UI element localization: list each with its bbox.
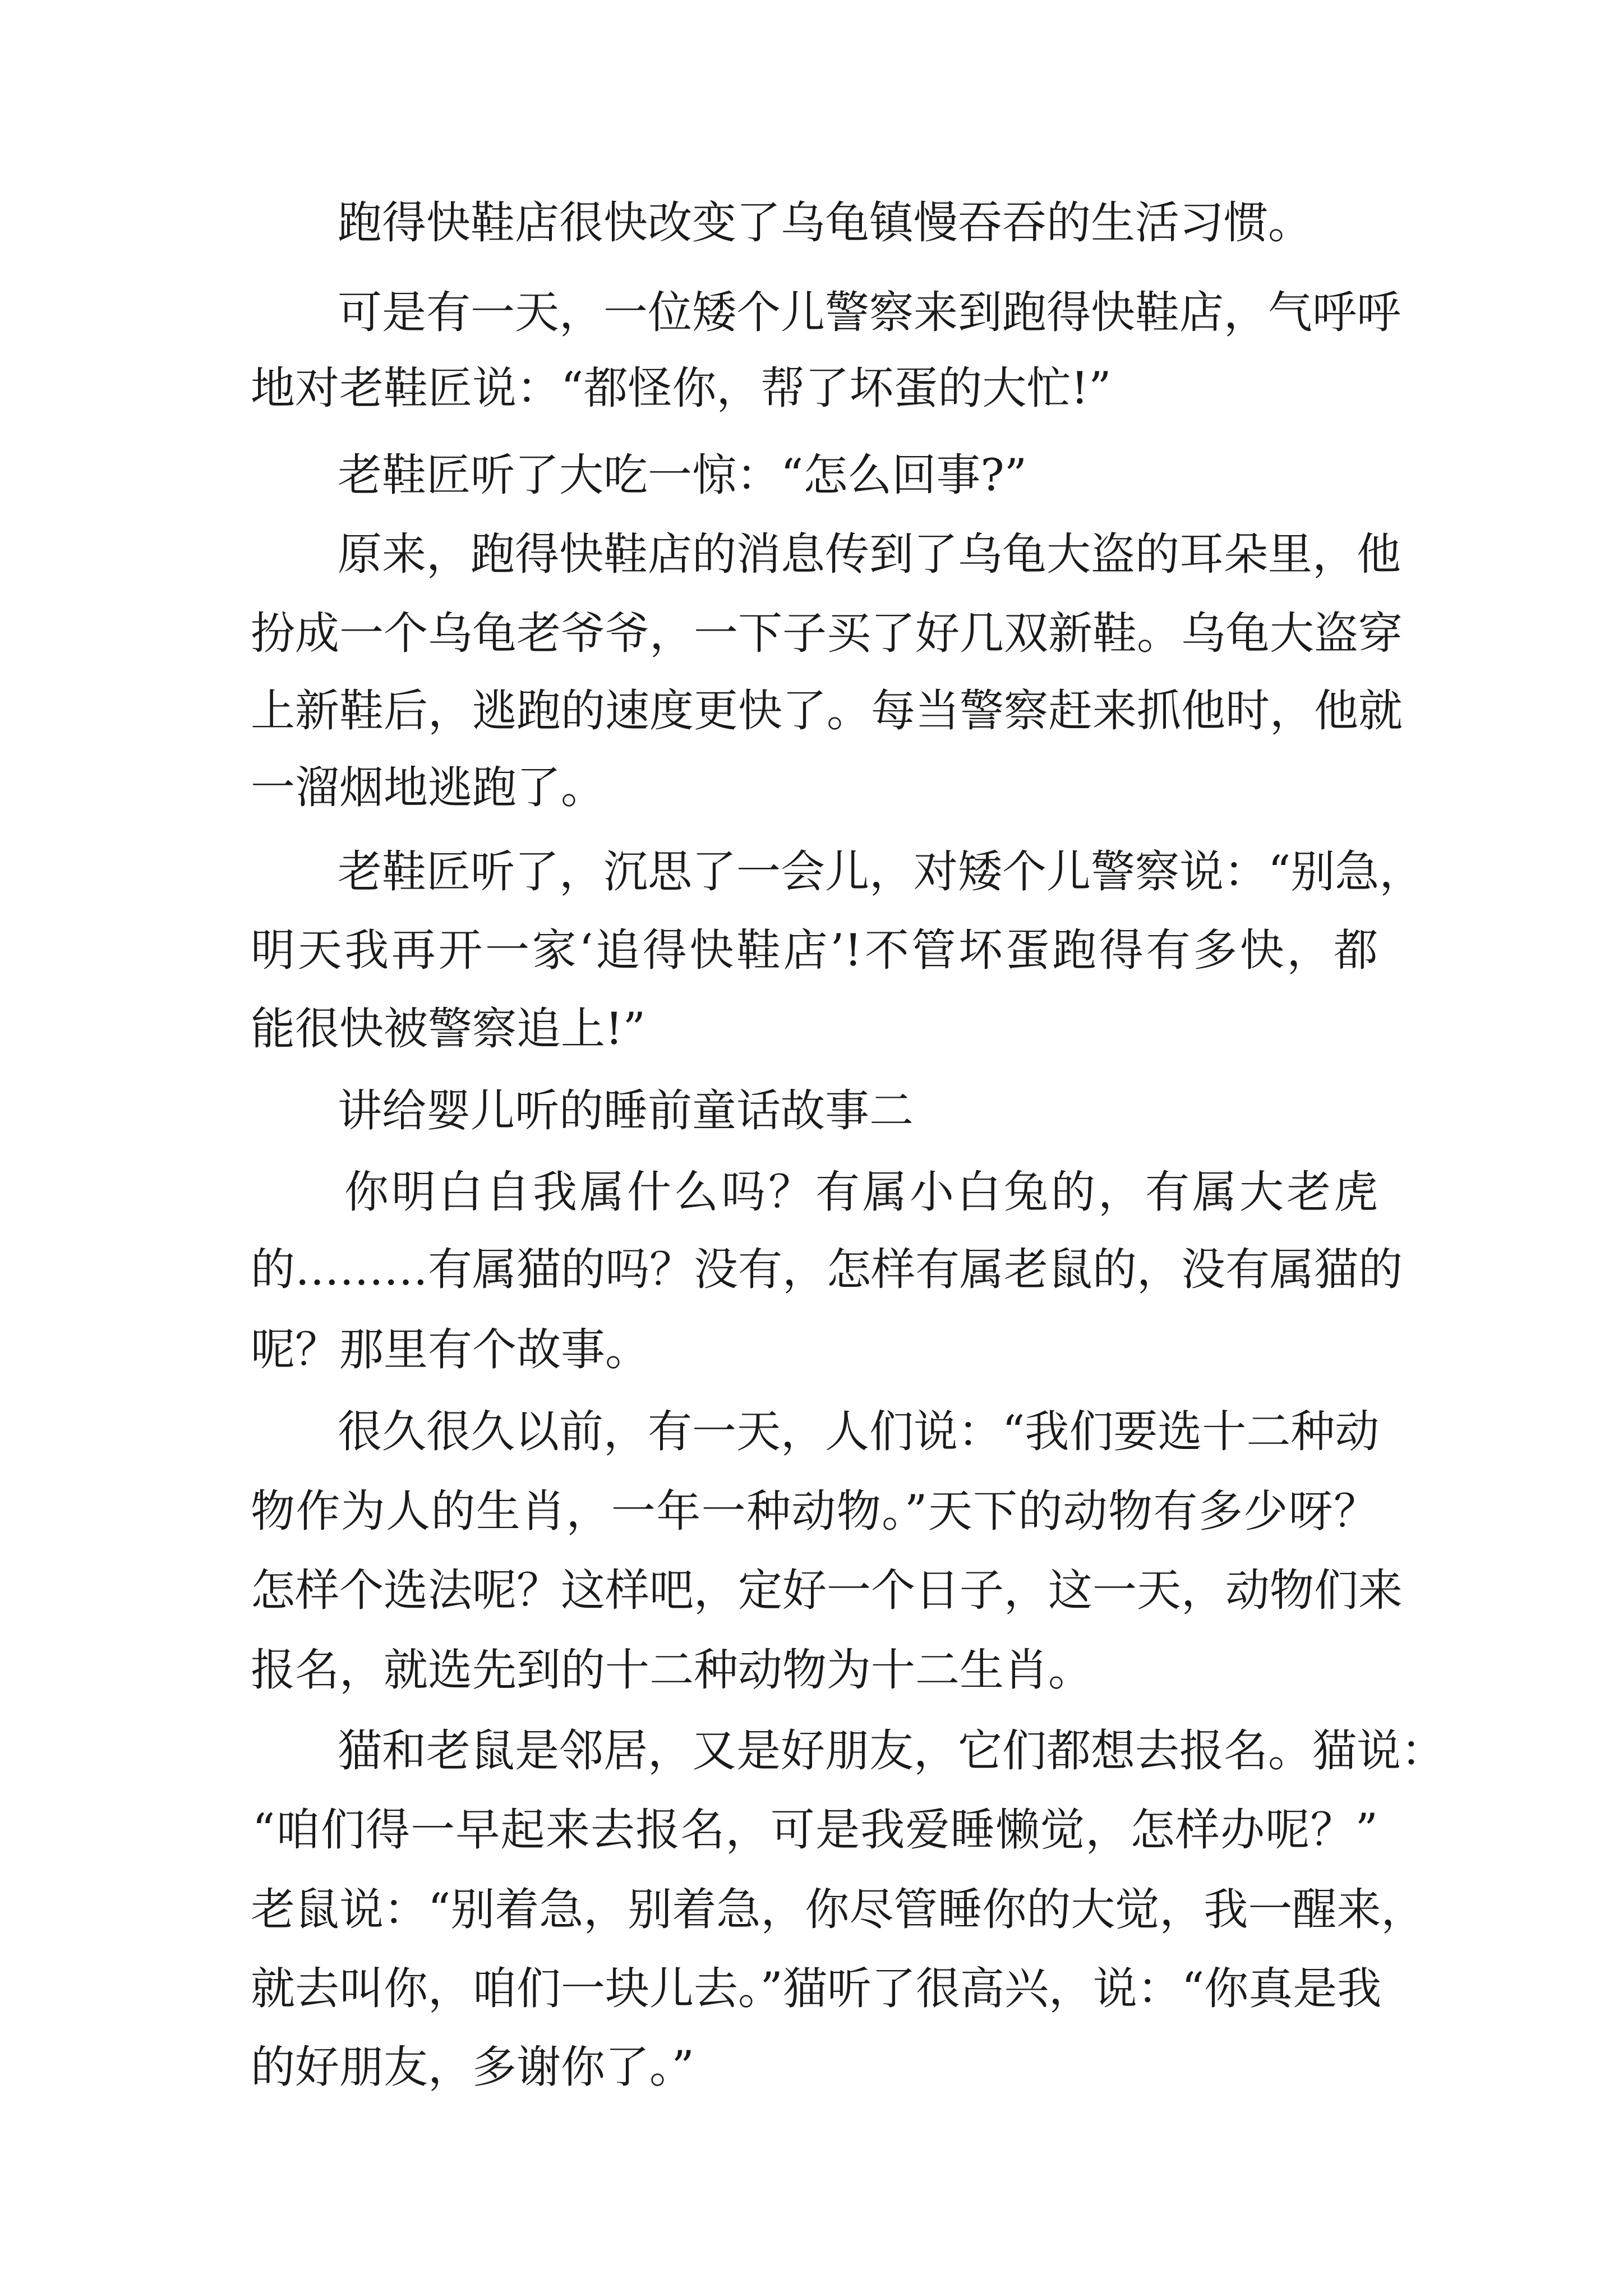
paragraph-line: 老鼠说：“别着急，别着急，你尽管睡你的大觉，我一醒来， bbox=[251, 1884, 1426, 1935]
paragraph-line: 的好朋友，多谢你了。” bbox=[251, 2041, 694, 2093]
paragraph-line: 跑得快鞋店很快改变了乌龟镇慢吞吞的生活习惯。 bbox=[338, 197, 1312, 249]
paragraph-line: 能很快被警察追上!” bbox=[251, 1003, 646, 1055]
paragraph-line: 一溜烟地逃跑了。 bbox=[251, 762, 605, 813]
paragraph-line: 原来，跑得快鞋店的消息传到了乌龟大盗的耳朵里，他 bbox=[338, 528, 1401, 580]
paragraph-line: 上新鞋后，逃跑的速度更快了。每当警察赶来抓他时，他就 bbox=[251, 685, 1403, 737]
paragraph-line: 就去叫你，咱们一块儿去。”猫听了很高兴，说：“你真是我 bbox=[251, 1963, 1382, 2014]
paragraph-line: 明天我再开一家‘追得快鞋店’!不管坏蛋跑得有多快，都 bbox=[251, 924, 1378, 976]
paragraph-line: 的………有属猫的吗？没有，怎样有属老鼠的，没有属猫的 bbox=[251, 1244, 1403, 1295]
paragraph-line: 扮成一个乌龟老爷爷，一下子买了好几双新鞋。乌龟大盗穿 bbox=[251, 608, 1403, 659]
paragraph-line: 很久很久以前，有一天，人们说：“我们要选十二种动 bbox=[338, 1406, 1380, 1457]
paragraph-line: 可是有一天，一位矮个儿警察来到跑得快鞋店，气呼呼 bbox=[338, 287, 1401, 338]
paragraph-line: 地对老鞋匠说：“都怪你，帮了坏蛋的大忙!” bbox=[251, 362, 1112, 414]
paragraph-line: 物作为人的生肖，一年一种动物。”天下的动物有多少呀？ bbox=[251, 1485, 1378, 1537]
paragraph-line: 猫和老鼠是邻居，又是好朋友，它们都想去报名。猫说： bbox=[338, 1725, 1445, 1777]
paragraph-line: 呢？那里有个故事。 bbox=[251, 1324, 649, 1375]
paragraph-line: 怎样个选法呢？这样吧，定好一个日子，这一天，动物们来 bbox=[251, 1565, 1403, 1616]
section-title: 讲给婴儿听的睡前童话故事二 bbox=[338, 1085, 914, 1137]
paragraph-line: “咱们得一早起来去报名，可是我爱睡懒觉，怎样办呢？” bbox=[252, 1804, 1378, 1856]
paragraph-line: 老鞋匠听了，沉思了一会儿，对矮个儿警察说：“别急， bbox=[338, 846, 1424, 898]
paragraph-line: 报名，就选先到的十二种动物为十二生肖。 bbox=[251, 1644, 1092, 1696]
paragraph-line: 你明白自我属什么吗？有属小白兔的，有属大老虎 bbox=[344, 1166, 1378, 1218]
paragraph-line: 老鞋匠听了大吃一惊：“怎么回事?” bbox=[338, 449, 1027, 501]
